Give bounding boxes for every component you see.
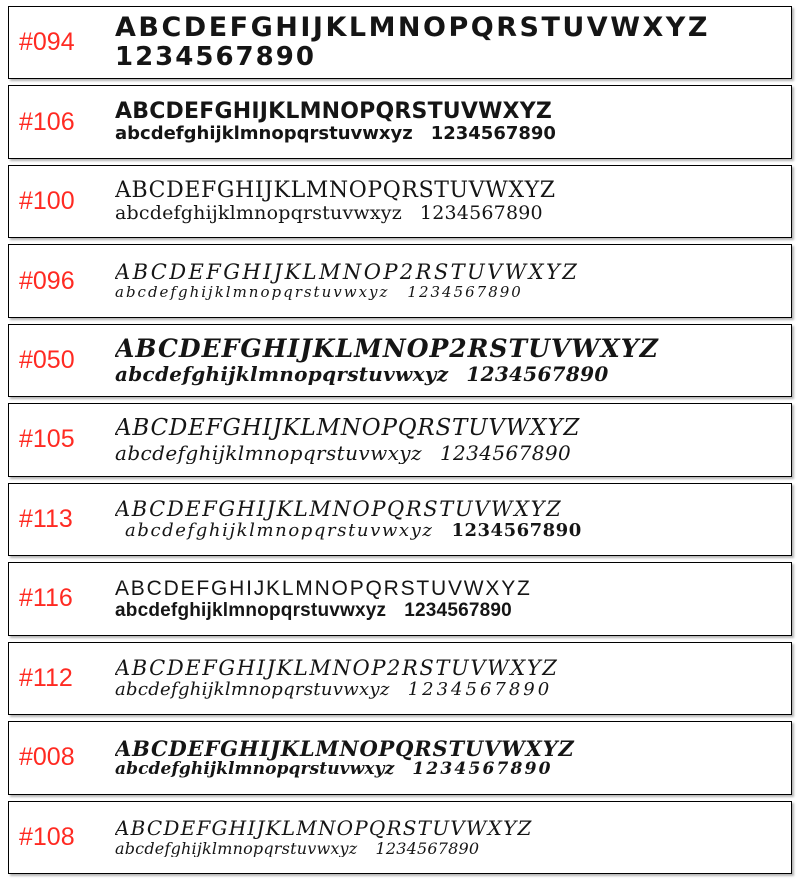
font-sample-digits: 1234567890	[412, 759, 553, 780]
font-sample-letters: ABCDEFGHIJKLMNOP2RSTUVWXYZ	[115, 656, 559, 680]
font-sample-digits: 1234567890	[407, 679, 553, 701]
font-sample-letters: ABCDEFGHIJKLMNOPQRSTUVWXYZ	[115, 178, 556, 203]
font-code-label: #094	[19, 28, 75, 57]
font-row[interactable]	[8, 324, 792, 397]
font-sample-letters: 1234567890	[115, 42, 316, 73]
font-code-label: #096	[19, 266, 75, 295]
font-code-label: #112	[19, 663, 73, 692]
font-sample-letters: abcdefghijklmnopqrstuvwxyz	[115, 202, 402, 225]
font-row[interactable]	[8, 562, 792, 635]
font-sample	[115, 335, 791, 385]
font-sample-line	[115, 124, 785, 144]
font-sample	[115, 13, 791, 72]
font-sample-letters: ABCDEFGHIJKLMNOP2RSTUVWXYZ	[115, 335, 659, 364]
font-code-label: #105	[19, 425, 75, 454]
font-sample-letters: abcdefghijklmnopqrstuvwxyz	[115, 283, 390, 302]
font-row[interactable]	[8, 721, 792, 794]
font-sample-line	[115, 817, 785, 839]
font-sample-letters: ABCDEFGHIJKLMNOPQRSTUVWXYZ	[115, 13, 710, 44]
font-sample-letters: ABCDEFGHIJKLMNOPQRSTUVWXYZ	[115, 817, 533, 841]
font-sample	[115, 100, 791, 145]
font-sample	[115, 498, 791, 542]
font-sample-letters: ABCDEFGHIJKLMNOPQRSTUVWXYZ	[115, 99, 552, 124]
font-sample-line	[115, 737, 785, 761]
font-sample-letters: ABCDEFGHIJKLMNOP2RSTUVWXYZ	[115, 260, 580, 284]
font-row[interactable]	[8, 801, 792, 874]
font-sample-digits: 1234567890	[404, 600, 512, 622]
font-sample-digits: 1234567890	[466, 362, 609, 386]
font-sample-line	[115, 680, 785, 700]
font-sample-letters: abcdefghijklmnopqrstuvwxyz	[115, 123, 413, 145]
font-sample-letters: abcdefghijklmnopqrstuvwxyz	[115, 759, 395, 780]
font-sample-digits: 1234567890	[439, 440, 572, 465]
font-sample-digits: 1234567890	[451, 520, 582, 542]
font-code-label: #050	[19, 346, 75, 375]
font-code-label: #116	[19, 584, 73, 613]
font-row[interactable]	[8, 642, 792, 715]
font-sample-line	[115, 840, 785, 858]
font-sample-letters: abcdefghijklmnopqrstuvwxyz	[115, 362, 449, 386]
font-code-label: #108	[19, 822, 75, 851]
font-code-label: #008	[19, 743, 75, 772]
font-sample-line	[115, 43, 785, 72]
font-code-label: #100	[19, 187, 75, 216]
font-sample-letters: abcdefghijklmnopqrstuvwxyz	[115, 679, 390, 701]
font-sample-letters: abcdefghijklmnopqrstuvwxyz	[115, 838, 358, 858]
font-sample-letters: ABCDEFGHIJKLMNOPQRSTUVWXYZ	[115, 576, 532, 600]
font-sample-line	[115, 100, 785, 125]
font-sample	[115, 657, 791, 701]
font-sample-line	[115, 600, 785, 621]
font-sample-line	[115, 498, 785, 522]
font-sample-line	[115, 442, 785, 464]
font-sample-line	[115, 521, 785, 541]
font-sample-letters: ABCDEFGHIJKLMNOPQRSTUVWXYZ	[115, 415, 581, 441]
font-sample-letters: abcdefghijklmnopqrstuvwxyz	[115, 600, 387, 622]
font-row[interactable]	[8, 244, 792, 317]
font-sample	[115, 737, 791, 780]
font-sample-letters: abcdefghijklmnopqrstuvwxyz	[125, 520, 434, 542]
font-sample-line	[115, 284, 785, 301]
font-sample-digits: 1234567890	[419, 202, 543, 225]
font-sample-line	[115, 416, 785, 442]
font-sample	[115, 577, 791, 622]
font-sample-letters: abcdefghijklmnopqrstuvwxyz	[115, 440, 422, 465]
font-sample-line	[115, 760, 785, 779]
font-sample	[115, 179, 791, 225]
font-row[interactable]	[8, 483, 792, 556]
font-sample-line	[115, 179, 785, 204]
font-sample-line	[115, 13, 785, 43]
font-code-label: #113	[19, 504, 73, 533]
font-row[interactable]	[8, 6, 792, 79]
font-sample-letters: ABCDEFGHIJKLMNOPQRSTUVWXYZ	[115, 736, 575, 761]
font-sample-line	[115, 363, 785, 385]
font-sample-line	[115, 577, 785, 601]
font-sample-digits: 1234567890	[375, 838, 480, 858]
font-sample-line	[115, 203, 785, 224]
font-row[interactable]	[8, 403, 792, 476]
font-sample-line	[115, 261, 785, 285]
font-sample	[115, 817, 791, 857]
font-sample-line	[115, 335, 785, 363]
font-sample-line	[115, 657, 785, 681]
font-code-label: #106	[19, 107, 75, 136]
font-sample	[115, 416, 791, 464]
font-sample-digits: 1234567890	[430, 123, 556, 145]
font-sample	[115, 261, 791, 301]
font-sample-digits: 1234567890	[407, 283, 523, 302]
font-row[interactable]	[8, 85, 792, 158]
font-row[interactable]	[8, 165, 792, 238]
font-sample-letters: ABCDEFGHIJKLMNOPQRSTUVWXYZ	[115, 497, 563, 521]
